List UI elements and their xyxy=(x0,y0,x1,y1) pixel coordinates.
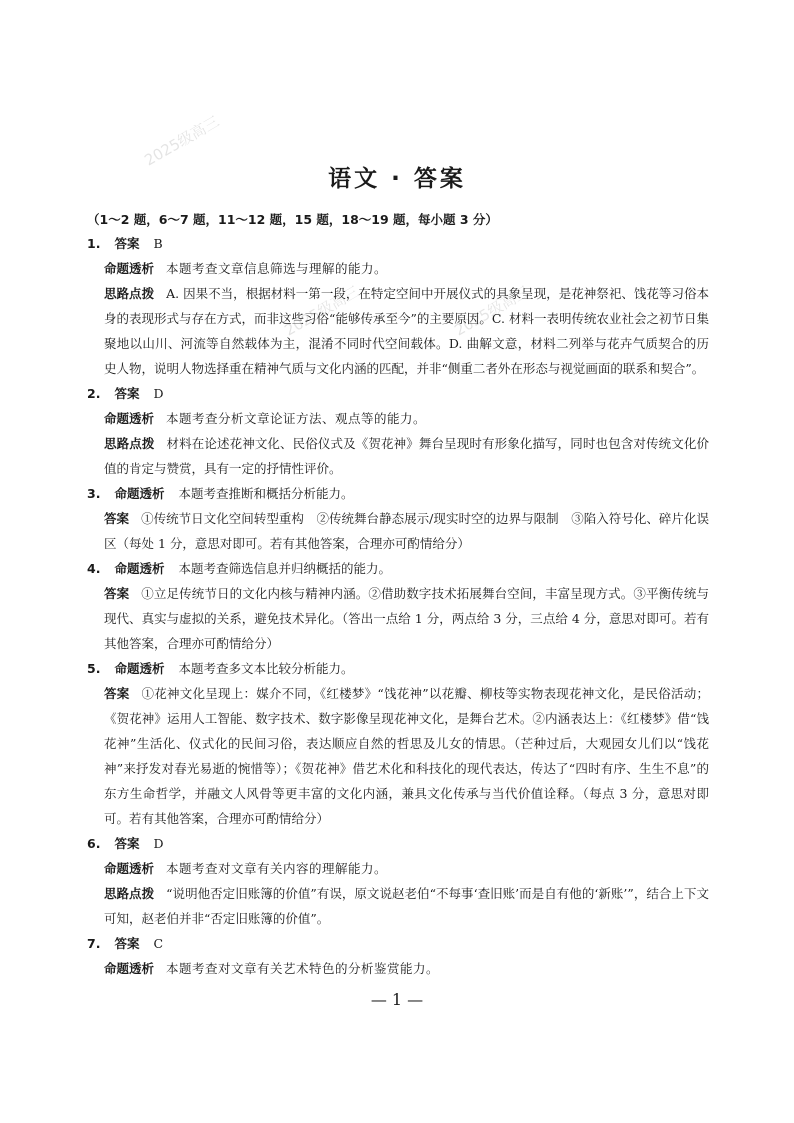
analysis-label: 命题透析 xyxy=(114,561,165,576)
hint-text: “说明他否定旧账簿的价值”有误，原文说赵老伯“不每事‘查旧账’而是自有他的‘新账’”，结合上下文可知，赵老伯并非“否定旧账簿的价值”。 xyxy=(104,886,709,926)
answer-value: D xyxy=(153,386,164,401)
answer-label: 答案 xyxy=(114,936,140,951)
analysis-text: 本题考查对文章有关艺术特色的分析鉴赏能力。 xyxy=(166,961,440,976)
watermark: 2025级高三 xyxy=(141,112,223,170)
watermark: 2025级高三 xyxy=(451,282,533,340)
hint-label: 思路点拨 xyxy=(104,886,155,901)
answer-text: ①传统节日文化空间转型重构 ②传统舞台静态展示/现实时空的边界与限制 ③陷入符号化、碎片化误区（每处 1 分，意思对即可。若有其他答案，合理亦可酌情给分） xyxy=(104,511,709,551)
analysis-text: 本题考查分析文章论证方法、观点等的能力。 xyxy=(166,411,427,426)
answer-value: D xyxy=(153,836,164,851)
analysis-label: 命题透析 xyxy=(114,661,165,676)
answer-label: 答案 xyxy=(114,236,140,251)
answer-label: 答案 xyxy=(114,836,140,851)
question-number: 2. xyxy=(87,386,101,401)
analysis-text: 本题考查筛选信息并归纳概括的能力。 xyxy=(178,561,391,576)
answer-label: 答案 xyxy=(114,386,140,401)
answer-label: 答案 xyxy=(104,511,130,526)
watermark: 2025级高三 xyxy=(281,282,363,340)
hint-label: 思路点拨 xyxy=(104,286,155,301)
answer-text: ①花神文化呈现上：媒介不同，《红楼梦》“饯花神”以花瓣、柳枝等实物表现花神文化，是民俗活动；《贺花神》运用人工智能、数字技术、数字影像呈现花神文化，是舞台艺术。②内涵表达上：《红楼梦》借“饯花神”生活化、仪式化的民间习俗，表达顺应自然的哲思及儿女的情思。（芒种过后，大观园女儿们以“饯花神”来抒发对春光易逝的惋惜等）；《贺花神》借艺术化和科技化的现代表达，传达了“四时有序、生生不息”的东方生命哲学，并融文人风骨等更丰富的文化内涵，兼具文化传承与当代价值诠释。（每点 3 分，意思对即可。若有其他答案，合理亦可酌情给分） xyxy=(104,686,709,826)
question-6 xyxy=(87,831,709,931)
question-number: 6. xyxy=(87,836,101,851)
analysis-label: 命题透析 xyxy=(104,261,155,276)
question-number: 3. xyxy=(87,486,101,501)
answer-value: B xyxy=(153,236,163,251)
answer-text: ①立足传统节日的文化内核与精神内涵。②借助数字技术拓展舞台空间，丰富呈现方式。③平衡传统与现代、真实与虚拟的关系，避免技术异化。（答出一点给 1 分，两点给 3 分，三点给 4 分，意思对即可。若有其他答案，合理亦可酌情给分） xyxy=(104,586,709,651)
answer-label: 答案 xyxy=(104,586,130,601)
answer-content xyxy=(87,210,709,981)
scoring-note: （1～2 题，6～7 题，11～12 题，15 题，18～19 题，每小题 3 分） xyxy=(87,212,498,227)
analysis-label: 命题透析 xyxy=(104,961,155,976)
hint-text: 材料在论述花神文化、民俗仪式及《贺花神》舞台呈现时有形象化描写，同时也包含对传统文化价值的肯定与赞赏，具有一定的抒情性评价。 xyxy=(104,436,709,476)
question-2 xyxy=(87,381,709,481)
analysis-text: 本题考查对文章有关内容的理解能力。 xyxy=(166,861,388,876)
analysis-label: 命题透析 xyxy=(114,486,165,501)
question-5 xyxy=(87,656,709,831)
question-number: 5. xyxy=(87,661,101,676)
hint-text: A. 因果不当，根据材料一第一段，在特定空间中开展仪式的具象呈现，是花神祭祀、饯花等习俗本身的表现形式与存在方式，而非这些习俗“能够传承至今”的主要原因。C. 材料一表明传统农业社会之初节日集聚地以山川、河流等自然载体为主，混淆不同时代空间载体。D. 曲解文意，材料二列举与花卉气质契合的历史人物，说明人物选择重在精神气质与文化内涵的匹配，并非“侧重二者外在形态与视觉画面的联系和契合”。 xyxy=(104,286,709,376)
page-number: — 1 — xyxy=(370,990,424,1009)
question-number: 7. xyxy=(87,936,101,951)
hint-label: 思路点拨 xyxy=(104,436,155,451)
analysis-text: 本题考查文章信息筛选与理解的能力。 xyxy=(166,261,388,276)
answer-label: 答案 xyxy=(104,686,130,701)
question-3 xyxy=(87,481,709,556)
question-number: 4. xyxy=(87,561,101,576)
answer-value: C xyxy=(153,936,164,951)
analysis-text: 本题考查多文本比较分析能力。 xyxy=(178,661,354,676)
question-1 xyxy=(87,231,709,381)
analysis-label: 命题透析 xyxy=(104,861,155,876)
question-number: 1. xyxy=(87,236,101,251)
question-7 xyxy=(87,931,709,981)
page-title: 语文 · 答案 xyxy=(328,166,466,192)
analysis-text: 本题考查推断和概括分析能力。 xyxy=(178,486,354,501)
analysis-label: 命题透析 xyxy=(104,411,155,426)
question-4 xyxy=(87,556,709,656)
